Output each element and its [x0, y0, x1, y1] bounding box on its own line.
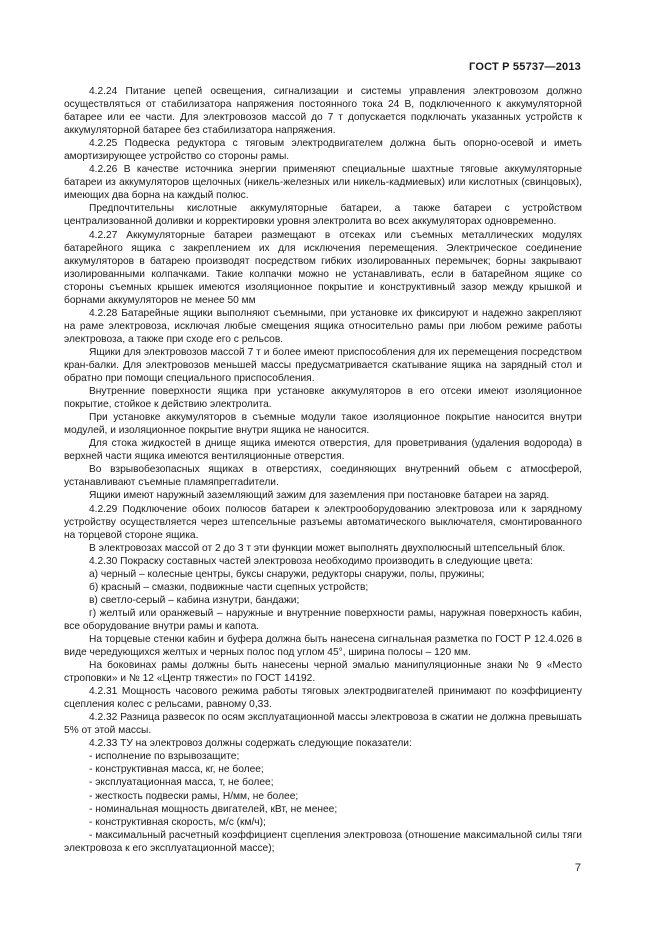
paragraph: В электровозах массой от 2 до 3 т эти функции может выполнять двухполюсный штепсельный блок. [89, 542, 566, 554]
paragraph: Внутренние поверхности ящика при установке аккумуляторов в его отсеки имеют изоляционное покрытие, стойкое к действию электролита. [64, 386, 582, 411]
paragraph: 4.2.32 Разница развесок по осям эксплуатационной массы электровоза в сжатии не должна превышать 5% от этой массы. [64, 712, 582, 737]
page-number: 7 [574, 862, 581, 874]
paragraph: 4.2.29 Подключение обоих полюсов батареи к электрооборудованию электровоза или к зарядному устройству осуществляется через штепсельные разъемы автоматического выключателя, смонтированного на торцевой стороне ящика. [64, 503, 582, 541]
list-item: - максимальный расчетный коэффициент сцепления электровоза (отношение максимальной силы тяги электровоза к его эксплуатационной массе); [64, 829, 582, 854]
paragraph: На торцевые стенки кабин и буфера должна быть нанесена сигнальная разметка по ГОСТ Р 12.4.026 в виде чередующихся желтых и черных полос под углом 45°, ширина полосы – 120 мм. [64, 633, 582, 659]
paragraph: Ящики для электровозов массой 7 т и более имеют приспособления для их перемещения посредством кран-балки. Для электровозов меньшей массы предусматривается скатывание ящика на зарядный стол и обратно при помощи специального приспособления. [64, 346, 582, 385]
document-body [64, 85, 582, 855]
paragraph: 4.2.24 Питание цепей освещения, сигнализации и системы управления электровозом должно осуществляться от стабилизатора напряжения постоянного тока 24 В, подключенного к аккумуляторной батарее или ее части. Для электровозов массой до 7 т допускается подключать указанных устройств к аккумуляторной батарее без стабилизатора напряжения. [64, 86, 582, 137]
paragraph: 4.2.26 В качестве источника энергии применяют специальные шахтные тяговые аккумуляторные батареи из аккумуляторов щелочных (никель-железных или никель-кадмиевых) или кислотных (свинцовых), имеющих два борна на каждый полюс. [64, 164, 582, 202]
list-item: в) светло-серый – кабина изнутри, бандажи; [89, 594, 300, 606]
paragraph: 4.2.30 Покраску составных частей электровоза необходимо производить в следующие цвета: [89, 555, 533, 567]
paragraph: 4.2.31 Мощность часового режима работы тяговых электродвигателей принимают по коэффициенту сцепления колес с рельсами, равному 0,33. [64, 686, 582, 711]
paragraph: Ящики имеют наружный заземляющий зажим для заземления при постановке батареи на заряд. [89, 490, 550, 502]
paragraph: Для стока жидкостей в днище ящика имеются отверстия, для проветривания (удаления водорода) в верхней части ящика имеются вентиляционные отверстия. [64, 438, 582, 463]
list-item: г) желтый или оранжевый – наружные и внутренние поверхности рамы, наружная поверхность кабин, все оборудование внутри рамы и капота. [64, 607, 582, 632]
paragraph: На боковинах рамы должны быть нанесены черной эмалью манипуляционные знаки № 9 «Место строповки» и № 12 «Центр тяжести» по ГОСТ 14192. [64, 660, 582, 685]
paragraph: При установке аккумуляторов в съемные модули такое изоляционное покрытие наносится внутри модулей, и изоляционное покрытие внутри ящика не наносится. [64, 412, 582, 437]
paragraph: 4.2.27 Аккумуляторные батареи размещают в отсеках или съемных металлических модулях батарейного ящика с закреплением их для исключения перемещения. Электрическое соединение аккумуляторов в батарею производят посредством гибких изолированных перемычек; борны закрывают изолированными колпачками. Такие колпачки можно не устанавливать, если в батарейном ящике со стороны съемных крышек имеются изоляционное покрытие и конструктивный зазор между крышкой и борнами аккумуляторов не менее 50 мм [64, 229, 582, 306]
list-item: а) черный – колесные центры, буксы снаружи, редукторы снаружи, полы, пружины; [89, 568, 485, 580]
paragraph: 4.2.25 Подвеска редуктора с тяговым электродвигателем должна быть опорно-осевой и иметь амортизирующее устройство со стороны рамы. [64, 138, 582, 163]
paragraph: Во взрывобезопасных ящиках в отверстиях, соединяющих внутренний обьем с атмосферой, устанавливают съемные пламяпрегradители. [64, 464, 582, 489]
list-item: - номинальная мощность двигателей, кВт, не менее; [89, 803, 338, 815]
paragraph: Предпочтительны кислотные аккумуляторные батареи, а также батареи с устройством централизованной доливки и корректировки уровня электролита во всех аккумуляторах одновременно. [64, 203, 582, 228]
list-item: - исполнение по взрывозащите; [89, 751, 240, 763]
list-item: - конструктивная масса, кг, не более; [89, 764, 264, 776]
paragraph: 4.2.28 Батарейные ящики выполняют съемными, при установке их фиксируют и надежно закрепляют на раме электровоза, исключая любые смещения ящика относительно рамы при любом режиме работы электровоза, а также при сходе его с рельсов. [64, 307, 582, 345]
paragraph: 4.2.33 ТУ на электровоз должны содержать следующие показатели: [89, 738, 412, 750]
list-item: - конструктивная скорость, м/с (км/ч); [89, 816, 266, 828]
list-item: - эксплуатационная масса, т, не более; [89, 777, 274, 789]
list-item: - жесткость подвески рамы, Н/мм, не более; [89, 790, 299, 802]
document-header: ГОСТ Р 55737—2013 [469, 61, 581, 73]
list-item: б) красный – смазки, подвижные части сцепных устройств; [89, 581, 369, 593]
